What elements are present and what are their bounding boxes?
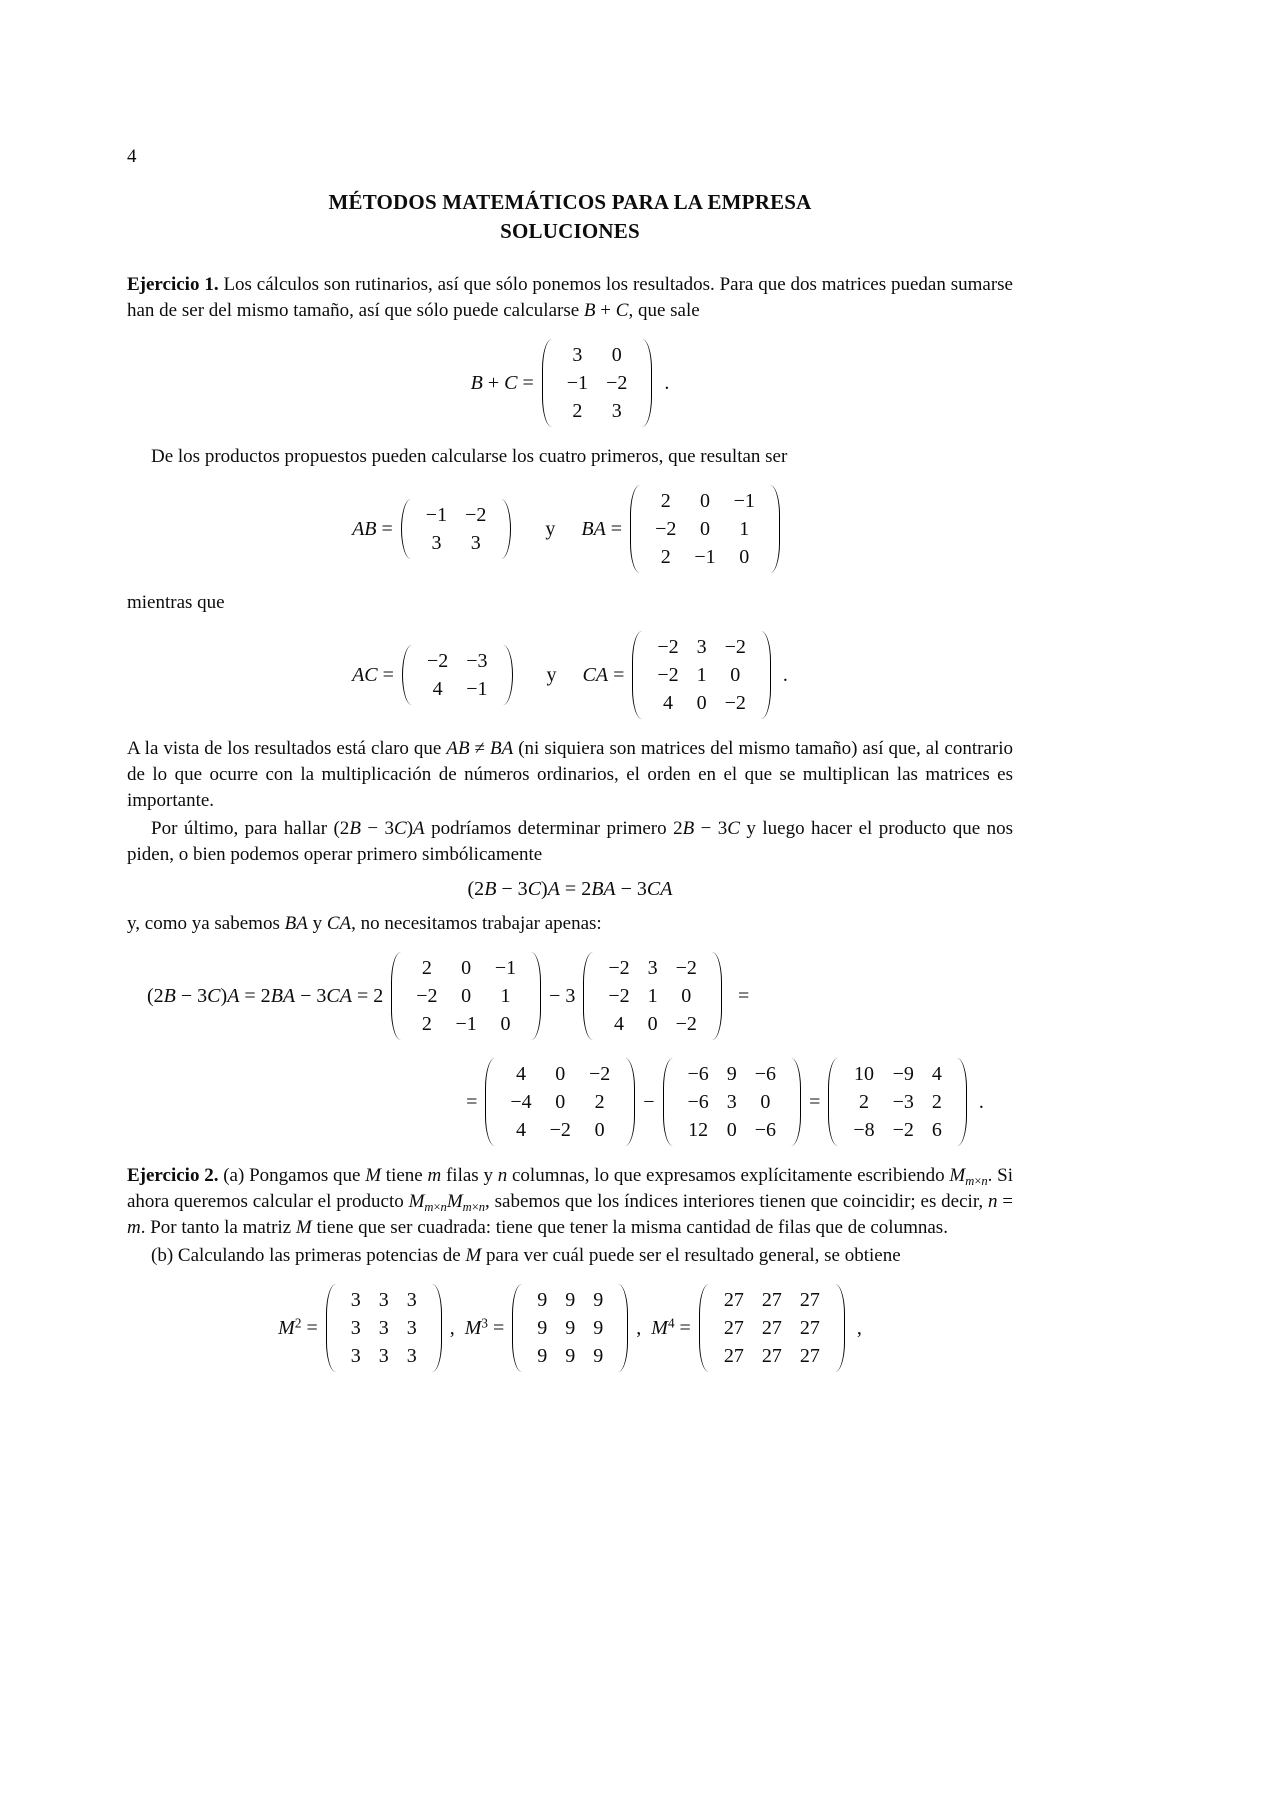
paragraph-ejercicio2: Ejercicio 2. (a) Pongamos que M tiene m filas y n columnas, lo que expresamos explícitamente escribiendo $M_{m\times n}$. Si ahora queremos calcular el producto $M_{m\times n}M_{m\times n}$, sabemos que los índices interiores tienen que coincidir; es decir, n = m. Por tanto la matriz M tiene que ser cuadrada: tiene que tener la misma cantidad de filas que de columnas. [127, 1165, 1014, 1238]
period: . [978, 1090, 984, 1113]
matrix-cell: −4 [510, 1091, 532, 1113]
matrix-cell: 27 [761, 1345, 782, 1367]
right-paren-icon [761, 631, 771, 719]
matrix-cell: 6 [931, 1119, 942, 1141]
period: . [782, 663, 788, 686]
matrix-cell: 2 [594, 1091, 605, 1113]
matrix-cell: 1 [500, 985, 511, 1007]
matrix-ac [402, 644, 513, 706]
document-title-line1: MÉTODOS MATEMÁTICOS PARA LA EMPRESA [328, 190, 812, 214]
equation-text: (2B − 3C)A = 2BA − 3CA [467, 878, 673, 900]
matrix-cell: 27 [799, 1345, 820, 1367]
left-paren-icon [326, 1284, 336, 1372]
matrix-cell: 0 [700, 518, 710, 540]
matrix-cell: −2 [655, 518, 677, 540]
paragraph-a-la-vista: A la vista de los resultados está claro que AB ≠ BA (ni siquiera son matrices del mismo tamaño) así que, al contrario de lo que ocurre con la multiplicación de números ordinarios, el orden en el que se multiplican las matrices es importante. [127, 738, 1014, 811]
matrix-grid [416, 644, 499, 706]
left-paren-icon [485, 1058, 495, 1146]
matrix-cell: 0 [500, 1013, 511, 1035]
m-squared-label: $M^2$ = [278, 1314, 318, 1339]
document-title-line2: SOLUCIONES [500, 219, 640, 243]
matrix-cell: 0 [611, 344, 622, 366]
matrix-cell: 1 [739, 518, 750, 540]
matrix-cell: 0 [555, 1091, 566, 1113]
matrix-cell: 9 [593, 1317, 604, 1339]
matrix-cell: 2 [421, 1013, 432, 1035]
matrix-grid [405, 951, 527, 1041]
m-fourth-label: , $M^4$ = [636, 1314, 691, 1339]
matrix-cell: −3 [466, 650, 488, 672]
left-paren-icon [542, 339, 552, 427]
matrix-grid [340, 1283, 428, 1373]
matrix-cell: −1 [566, 372, 589, 394]
matrix-cell: 0 [730, 664, 741, 686]
matrix-cell: −6 [754, 1119, 777, 1141]
left-paren-icon [828, 1058, 838, 1146]
equals-sign: = [737, 984, 750, 1007]
minus-operator: − [643, 1090, 655, 1113]
right-paren-icon [642, 339, 652, 427]
equation-lhs-expansion: (2B − 3C)A = 2BA − 3CA = 2 [147, 984, 384, 1007]
matrix-cell: −2 [657, 664, 679, 686]
matrix-cell: 2 [421, 957, 432, 979]
matrix-cell: 0 [461, 957, 472, 979]
matrix-cell: −1 [694, 546, 716, 568]
left-paren-icon [391, 952, 401, 1040]
matrix-cell: 9 [537, 1345, 548, 1367]
matrix-grid [646, 630, 757, 720]
comma: , [856, 1316, 862, 1339]
matrix-cell: 9 [565, 1345, 576, 1367]
equation-lhs-ba: BA = [581, 517, 623, 540]
matrix-grid [526, 1283, 614, 1373]
matrix-cell: 4 [516, 1119, 527, 1141]
equals-sign: = [466, 1090, 478, 1113]
matrix-cell: −2 [465, 504, 487, 526]
matrix-cell: 0 [461, 985, 472, 1007]
matrix-cell: 0 [739, 546, 750, 568]
matrix-cell: 2 [572, 400, 583, 422]
matrix-cell: 1 [647, 985, 658, 1007]
right-paren-icon [618, 1284, 628, 1372]
matrix-cell: 27 [723, 1289, 744, 1311]
right-paren-icon [501, 499, 511, 559]
left-paren-icon [512, 1284, 522, 1372]
matrix-cell: 3 [350, 1289, 361, 1311]
right-paren-icon [791, 1058, 801, 1146]
matrix-cell: 3 [378, 1345, 389, 1367]
matrix-cell: 4 [516, 1063, 527, 1085]
left-paren-icon [630, 485, 640, 573]
matrix-cell: 3 [470, 532, 481, 554]
matrix-cell: 0 [726, 1119, 737, 1141]
left-paren-icon [402, 645, 412, 705]
matrix-cell: 2 [660, 546, 671, 568]
matrix-cell: −2 [416, 985, 438, 1007]
equation-symbolic [127, 878, 1013, 901]
matrix-cell: 3 [696, 636, 707, 658]
equation-lhs-ac: AC = [352, 663, 394, 686]
equation-m-powers [127, 1283, 1013, 1373]
matrix-grid [677, 1057, 788, 1147]
matrix-cell: 4 [662, 692, 673, 714]
text-column [127, 146, 1013, 1389]
matrix-m2 [326, 1283, 442, 1373]
matrix-grid [597, 951, 708, 1041]
right-paren-icon [625, 1058, 635, 1146]
matrix-cell: 3 [726, 1091, 737, 1113]
matrix-cell: 2 [660, 490, 671, 512]
matrix-cell: 9 [726, 1063, 737, 1085]
matrix-cell: 0 [696, 692, 707, 714]
equals-sign: = [809, 1090, 821, 1113]
equation-lhs: B + C = [470, 371, 534, 394]
matrix-cell: −6 [687, 1063, 709, 1085]
left-paren-icon [632, 631, 642, 719]
separator-y: y [546, 663, 557, 686]
left-paren-icon [699, 1284, 709, 1372]
matrix-cell: −9 [892, 1063, 914, 1085]
matrix-2ba-source [391, 951, 541, 1041]
paragraph-por-ultimo: Por último, para hallar (2B − 3C)A podríamos determinar primero 2B − 3C y luego hacer el producto que nos piden, o bien podemos operar primero simbólicamente [127, 818, 1014, 865]
matrix-cell: −2 [724, 636, 746, 658]
matrix-cell: −2 [675, 957, 697, 979]
left-paren-icon [401, 499, 411, 559]
matrix-cell: 3 [572, 344, 583, 366]
right-paren-icon [712, 952, 722, 1040]
paragraph-productos: De los productos propuestos pueden calcularse los cuatro primeros, que resultan ser [151, 446, 788, 467]
matrix-cell: 12 [688, 1119, 709, 1141]
equation-lhs-ab: AB = [352, 517, 393, 540]
equation-b-plus-c [127, 338, 1013, 428]
matrix-cell: 27 [799, 1289, 820, 1311]
matrix-cell: −6 [687, 1091, 709, 1113]
paragraph-y-como: y, como ya sabemos BA y CA, no necesitamos trabajar apenas: [127, 913, 602, 934]
matrix-cell: 0 [594, 1119, 605, 1141]
right-paren-icon [531, 952, 541, 1040]
matrix-cell: −2 [608, 985, 630, 1007]
matrix-cell: 27 [723, 1345, 744, 1367]
matrix-cell: 0 [555, 1063, 566, 1085]
paragraph-ejercicio1-intro: Ejercicio 1. Los cálculos son rutinarios, así que sólo ponemos los resultados. Para que dos matrices puedan sumarse han de ser del mismo tamaño, así que sólo puede calcularse B + C, que sale [127, 274, 1013, 321]
matrix-cell: −1 [425, 504, 448, 526]
matrix-cell: 3 [406, 1289, 417, 1311]
minus-3-operator: − 3 [549, 984, 576, 1007]
matrix-grid [713, 1283, 831, 1373]
matrix-3ca-result [663, 1057, 802, 1147]
matrix-cell: 3 [378, 1317, 389, 1339]
matrix-cell: 0 [760, 1091, 771, 1113]
matrix-grid [644, 484, 766, 574]
matrix-cell: 4 [931, 1063, 942, 1085]
matrix-cell: −8 [853, 1119, 875, 1141]
matrix-cell: −2 [608, 957, 630, 979]
matrix-cell: 3 [611, 400, 622, 422]
matrix-cell: 3 [406, 1317, 417, 1339]
equation-ac-ca [127, 630, 1013, 720]
matrix-final-result [828, 1057, 967, 1147]
matrix-cell: 0 [681, 985, 692, 1007]
matrix-cell: −2 [549, 1119, 571, 1141]
matrix-grid [842, 1057, 953, 1147]
right-paren-icon [957, 1058, 967, 1146]
matrix-cell: −6 [754, 1063, 777, 1085]
matrix-cell: 1 [696, 664, 707, 686]
right-paren-icon [770, 485, 780, 573]
matrix-cell: 27 [761, 1289, 782, 1311]
matrix-cell: 4 [432, 678, 443, 700]
equation-ab-ba [127, 484, 1013, 574]
matrix-cell: −2 [426, 650, 449, 672]
matrix-cell: 27 [799, 1317, 820, 1339]
equation-expansion-line2 [127, 1057, 1013, 1147]
right-paren-icon [432, 1284, 442, 1372]
right-paren-icon [835, 1284, 845, 1372]
matrix-cell: −3 [892, 1091, 914, 1113]
matrix-m3 [512, 1283, 628, 1373]
matrix-cell: 9 [537, 1289, 548, 1311]
matrix-cell: 0 [647, 1013, 658, 1035]
page-number: 4 [127, 146, 137, 167]
matrix-cell: −2 [675, 1013, 697, 1035]
equation-lhs-ca: CA = [582, 663, 625, 686]
right-paren-icon [503, 645, 513, 705]
matrix-cell: −1 [494, 957, 517, 979]
matrix-cell: −1 [466, 678, 488, 700]
matrix-cell: 9 [593, 1289, 604, 1311]
matrix-cell: −2 [606, 372, 628, 394]
matrix-grid [499, 1057, 621, 1147]
matrix-cell: 9 [593, 1345, 604, 1367]
matrix-2ba-result [485, 1057, 635, 1147]
matrix-cell: 10 [853, 1063, 874, 1085]
matrix-cell: −2 [657, 636, 679, 658]
matrix-cell: 9 [565, 1289, 576, 1311]
paragraph-mientras-que: mientras que [127, 592, 225, 613]
matrix-cell: −2 [588, 1063, 611, 1085]
matrix-3ca-source [583, 951, 722, 1041]
separator-y: y [545, 517, 556, 540]
matrix-cell: 3 [350, 1345, 361, 1367]
matrix-cell: −2 [892, 1119, 914, 1141]
matrix-cell: 3 [350, 1317, 361, 1339]
matrix-ab [401, 498, 512, 560]
m-cubed-label: , $M^3$ = [449, 1314, 505, 1339]
matrix-cell: 9 [565, 1317, 576, 1339]
matrix-cell: −1 [455, 1013, 477, 1035]
matrix-cell: 9 [537, 1317, 548, 1339]
matrix-cell: 27 [761, 1317, 782, 1339]
matrix-b-plus-c [542, 338, 653, 428]
matrix-cell: 4 [614, 1013, 625, 1035]
paragraph-ejercicio2b: (b) Calculando las primeras potencias de M para ver cuál puede ser el resultado general, se obtiene [151, 1245, 901, 1266]
matrix-grid [556, 338, 639, 428]
equation-expansion-line1 [127, 951, 1013, 1041]
period: . [664, 371, 670, 394]
matrix-cell: 0 [700, 490, 710, 512]
matrix-cell: 3 [431, 532, 442, 554]
document-title [127, 188, 1013, 246]
matrix-cell: 3 [406, 1345, 417, 1367]
matrix-m4 [699, 1283, 845, 1373]
matrix-grid [415, 498, 498, 560]
matrix-cell: 27 [723, 1317, 744, 1339]
matrix-ba [630, 484, 780, 574]
matrix-cell: −1 [733, 490, 755, 512]
matrix-cell: −2 [724, 692, 746, 714]
matrix-cell: 3 [378, 1289, 389, 1311]
left-paren-icon [663, 1058, 673, 1146]
matrix-cell: 3 [647, 957, 658, 979]
matrix-cell: 2 [931, 1091, 942, 1113]
matrix-ca [632, 630, 771, 720]
left-paren-icon [583, 952, 593, 1040]
matrix-cell: 2 [858, 1091, 869, 1113]
